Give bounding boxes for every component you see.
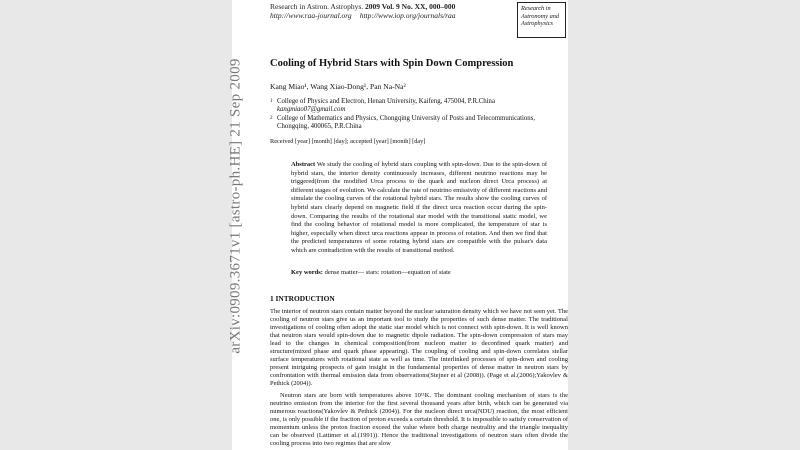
affiliation-text: College of Mathematics and Physics, Chongqing University of Posts and Telecommunications, xyxy=(277,115,536,122)
section-heading-introduction: 1 INTRODUCTION xyxy=(270,294,335,303)
affiliation-2 xyxy=(270,115,535,132)
logo-line: Astrophysics xyxy=(521,20,553,28)
author-list: Kang Miao¹, Wang Xiao-Dong¹, Pan Na-Na² xyxy=(270,82,406,91)
abstract-label: Abstract xyxy=(291,161,316,168)
affiliation-text: College of Physics and Electron, Henan University, Kaifeng, 475004, P.R.China xyxy=(277,98,495,105)
affiliation-mark: 1 xyxy=(270,99,273,104)
abstract-text: We study the cooling of hybrid stars coupling with spin-down. Due to the spin-down of hybrid stars, the interior density continuously increases, different neutrino reactions may be triggered(from the modified Urca process to the quark and nucleon direct Urca process) at different stages of evolution. We calculate the rate of neutrino emissivity of different reactions and simulate the cooling curves of the rotational hybrid stars. The results show the cooling curves of hybrid stars clearly depend on magnetic field if the direct urca reaction occur during the spin-down. Comparing the results of the rotational star model with the transitional static model, we find the cooling behavior of rotational model is more complicated, the temperature of star is higher, especially when direct urca reactions appear in process of rotation. And then we find that the predicted temperatures of some rotating hybrid stars are compatible with the pulsar's data which are contradiction with the results of transitional method. xyxy=(291,161,547,254)
journal-line1 xyxy=(270,2,464,11)
intro-paragraph-1: The interior of neutron stars contain matter beyond the nuclear saturation density which we have not seen yet. The cooling of neutron stars give us an important tool to study the properties of such dense matter. The traditional investigations of cooling often adopt the static star model which is not connect with spin-down. It is well known that neutron stars would spin-down due to magnetic dipole radiation. The spin-down compression of stars may lead to the changes in chemical composition(from nucleon matter to deconfined quark matter) and structure(mixed phase and quark phase appearing). The coupling of cooling and spin-down correlates stellar surface temperatures with rotational state as well as time. The interlinked processes of spin-down and cooling present intriguing prospects of gain insight in the fundamental properties of dense matter in neutron stars by confrontation with thermal emission data from observations(Stejner et al (2008)). (Page et al.(2006);Yakovlev & Pethick (2004)). xyxy=(270,308,568,387)
logo-line: Research in xyxy=(521,5,551,12)
journal-volume: 2009 Vol. 9 No. XX, 000–000 xyxy=(365,2,456,11)
logo-line: Astronomy and xyxy=(521,12,560,20)
received-dates: Received [year] [month] [day]; accepted [year] [month] [day] xyxy=(270,138,426,145)
journal-url-2[interactable]: http://www.iop.org/journals/raa xyxy=(359,11,456,20)
journal-logo xyxy=(517,2,566,38)
affiliation-1 xyxy=(270,98,495,115)
arxiv-stamp-text: arXiv:0909.3671v1 [astro-ph.HE] 21 Sep 2009 xyxy=(227,58,244,354)
author-email[interactable]: kangmiao07@gmail.com xyxy=(277,106,346,114)
intro-paragraph-2: Neutron stars are born with temperatures above 10¹¹K. The dominant cooling mechanism of stars is the neutrino emission from the interior for the first several thousand years after birth, which can be generated via numerous reactions(Yakovlev & Pethick (2004)). For the nucleon direct urca(NDU) reaction, the most efficient one, is only possible if the fraction of proton exceeds a certain threshold. It is impossible to satisfy conservation of momentum unless the proton fraction exceed the value where both charge neutrality and the triangle inequality can be observed (Lattimer et al.(1991)). Hence the traditional investigations of neutron stars often divide the cooling process into two regimes that are slow xyxy=(270,392,568,447)
abstract xyxy=(291,161,547,256)
keywords-text: dense matter— stars: rotation—equation of state xyxy=(324,269,451,276)
journal-line2 xyxy=(270,11,464,20)
journal-url-1[interactable]: http://www.raa-journal.org xyxy=(270,11,352,20)
keywords-label: Key words: xyxy=(291,269,323,276)
paper-title: Cooling of Hybrid Stars with Spin Down Compression xyxy=(270,58,514,69)
keywords xyxy=(291,269,451,276)
arxiv-stamp xyxy=(224,46,248,366)
journal-header xyxy=(270,2,464,20)
journal-name: Research in Astron. Astrophys. xyxy=(270,2,364,11)
affiliation-text: Chongqing, 400065, P.R.China xyxy=(277,123,362,131)
affiliation-mark: 2 xyxy=(270,116,273,121)
